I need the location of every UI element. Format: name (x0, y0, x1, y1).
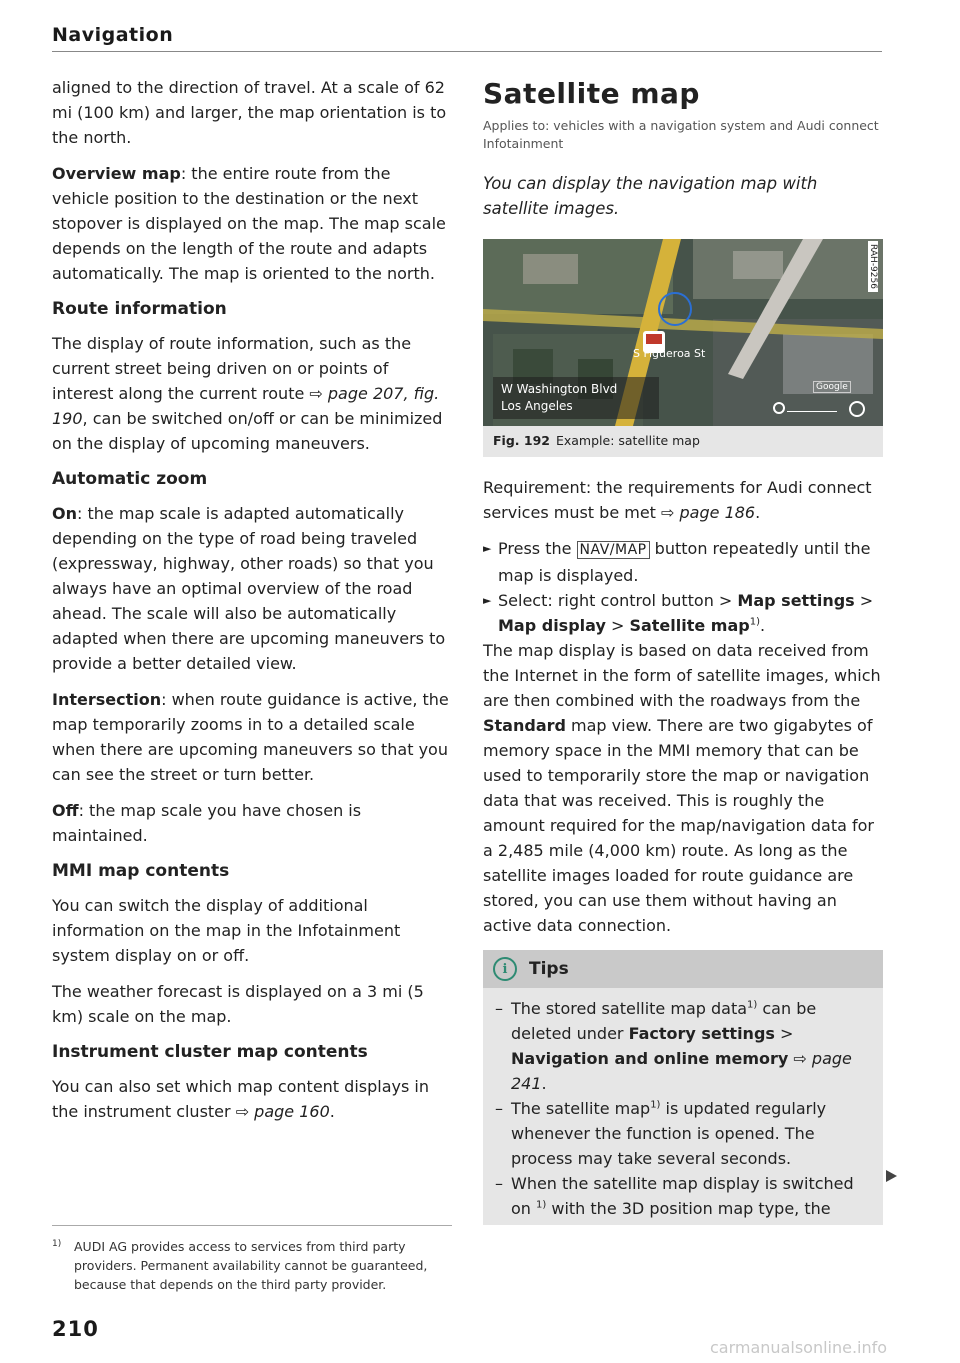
cluster-paragraph (52, 1074, 452, 1124)
tips-title: Tips (529, 959, 569, 979)
off-paragraph (52, 798, 452, 848)
footnote-ref: 1) (650, 1099, 661, 1111)
tip-1 (495, 996, 871, 1096)
right-column (483, 75, 883, 1225)
menu-navigation-online-memory: Navigation and online memory (511, 1049, 789, 1068)
on-paragraph (52, 501, 452, 676)
intersection-text: : when route guidance is active, the map temporarily zooms in to a detailed scale when there are upcoming maneuvers so that you can see the street or turn better. (52, 690, 449, 784)
requirement-paragraph (483, 475, 883, 525)
menu-satellite-map: Satellite map (629, 616, 750, 635)
footnote (52, 1237, 452, 1294)
map-search-icon (773, 402, 785, 414)
section-title: Navigation (52, 24, 174, 46)
menu-separator: > (774, 1024, 794, 1043)
step-2 (483, 588, 883, 638)
tip-dash: – (495, 1099, 503, 1118)
tip-3-text: When the satellite map display is switched on (511, 1174, 854, 1218)
route-text: The display of route information, such as the current street being driven on or points of interest along the current route (52, 334, 412, 403)
tip-2-text: The satellite map (511, 1099, 651, 1118)
satellite-body-paragraph (483, 638, 883, 938)
satellite-intro: You can display the navigation map with satellite images. (483, 174, 818, 218)
weather-paragraph: The weather forecast is displayed on a 3 mi (5 km) scale on the map. (52, 982, 424, 1026)
tip-1-text: The stored satellite map data (511, 999, 748, 1018)
google-logo: Google (813, 381, 851, 393)
cluster-end: . (329, 1102, 335, 1121)
map-zoom-scale (787, 411, 837, 412)
step-2-text: Select: right control button > (498, 591, 738, 610)
overview-lead: Overview map (52, 164, 181, 183)
watermark: carmanualsonline.info (710, 1338, 888, 1357)
on-lead: On (52, 504, 77, 523)
tip-2-text-b: is updated regularly whenever the function is opened. The process may take several seconds. (511, 1099, 827, 1168)
requirement-end: . (755, 503, 761, 522)
requirement-page-link[interactable]: ⇨ page 186 (661, 503, 756, 522)
menu-separator: > (605, 616, 630, 635)
tip-dash: – (495, 999, 503, 1018)
footnote-ref: 1) (749, 616, 760, 628)
on-text: : the map scale is adapted automatically depending on the type of road being traveled (expressway, highway, other roads) so that you always have an optimal overview of the road ahead. The scale will also be automatically adapted when there are upcoming maneuvers to provide a better detailed view. (52, 504, 446, 673)
figure-caption (483, 426, 883, 457)
map-info-panel (493, 377, 659, 419)
satellite-map-image (483, 239, 883, 426)
tips-header (483, 950, 883, 988)
body-text: The map display is based on data received from the Internet in the form of satellite images, which are then combined with the roadways from the (483, 641, 881, 710)
route-text-end: , can be switched on/off or can be minimized on the display of upcoming maneuvers. (52, 409, 443, 453)
intro-paragraph: aligned to the direction of travel. At a scale of 62 mi (100 km) and larger, the map orientation is to the north. (52, 78, 447, 147)
satellite-map-heading: Satellite map (483, 77, 700, 110)
body-text-end: map view. There are two gigabytes of memory space in the MMI memory that can be used to temporarily store the map or navigation data that was received. This is roughly the amount required for the map/navigation data for a 2,485 mile (4,000 km) route. As long as the satellite images loaded for route guidance are stored, you can use them without having an active data connection. (483, 716, 874, 935)
tips-body (483, 988, 883, 1225)
footnote-text: AUDI AG provides access to services from third party providers. Permanent availability cannot be guaranteed, because that depends on the third party provider. (74, 1239, 428, 1292)
step-1-text: Press the (498, 539, 577, 558)
menu-separator: > (854, 591, 874, 610)
footnote-ref: 1) (747, 999, 758, 1011)
tip-3-text-b: with the 3D position map type, the (546, 1199, 831, 1218)
nav-map-key: NAV/MAP (577, 541, 650, 559)
route-paragraph (52, 331, 452, 456)
figure-caption-text: Example: satellite map (555, 433, 700, 448)
figure-code: RAH-9256 (868, 241, 878, 292)
tip-dash: – (495, 1174, 503, 1193)
off-text: : the map scale you have chosen is maintained. (52, 801, 362, 845)
footnote-marker: 1) (52, 1239, 62, 1249)
bullet-triangle-icon: ► (483, 542, 492, 555)
standard-term: Standard (483, 716, 566, 735)
tip-2 (495, 1096, 871, 1171)
step-1 (483, 536, 883, 588)
off-lead: Off (52, 801, 79, 820)
instrument-cluster-heading: Instrument cluster map contents (52, 1042, 368, 1062)
mmi-map-contents-heading: MMI map contents (52, 861, 230, 881)
step-2-end: . (759, 616, 766, 635)
page-number: 210 (52, 1317, 99, 1341)
step-1-text-end: button repeatedly until the map is displayed. (498, 539, 871, 585)
tip-3 (495, 1171, 871, 1221)
tip-1-end: . (541, 1074, 547, 1093)
menu-map-settings: Map settings (737, 591, 855, 610)
intersection-paragraph (52, 687, 452, 787)
tips-box (483, 950, 883, 1225)
overview-paragraph (52, 161, 452, 286)
menu-factory-settings: Factory settings (628, 1024, 775, 1043)
figure-192 (483, 239, 883, 457)
header-divider (52, 51, 882, 52)
map-info-city: Los Angeles (501, 399, 573, 413)
mmi-paragraph: You can switch the display of additional information on the map in the Infotainment system display on or off. (52, 896, 401, 965)
tip-1-text-b: can be deleted under (511, 999, 817, 1043)
automatic-zoom-heading: Automatic zoom (52, 469, 208, 489)
tip-1-page-link[interactable]: ⇨ page 241 (511, 1049, 852, 1093)
cluster-text: You can also set which map content displays in the instrument cluster (52, 1077, 429, 1121)
overview-text: : the entire route from the vehicle position to the destination or the next stopover is displayed on the map. The map scale depends on the length of the route and adapts automatically. The map is oriented to the north. (52, 164, 446, 283)
map-street-label: S Figueroa St (633, 347, 706, 360)
route-page-link[interactable]: ⇨ page 207, fig. 190 (52, 384, 440, 428)
footnote-divider (52, 1225, 452, 1226)
compass-icon (849, 401, 865, 417)
continue-arrow-icon (886, 1170, 897, 1182)
requirement-text: Requirement: the requirements for Audi connect services must be met (483, 478, 872, 522)
applies-to-note: Applies to: vehicles with a navigation system and Audi connect Infotainment (483, 118, 879, 151)
figure-number: Fig. 192 (493, 433, 550, 448)
route-information-heading: Route information (52, 299, 227, 319)
map-info-street: W Washington Blvd (501, 382, 618, 396)
info-icon: i (493, 957, 517, 981)
bullet-triangle-icon: ► (483, 594, 492, 607)
cluster-page-link[interactable]: ⇨ page 160 (235, 1102, 330, 1121)
menu-map-display: Map display (498, 616, 606, 635)
intersection-lead: Intersection (52, 690, 162, 709)
footnote-ref: 1) (536, 1199, 547, 1211)
left-column (52, 75, 452, 1135)
